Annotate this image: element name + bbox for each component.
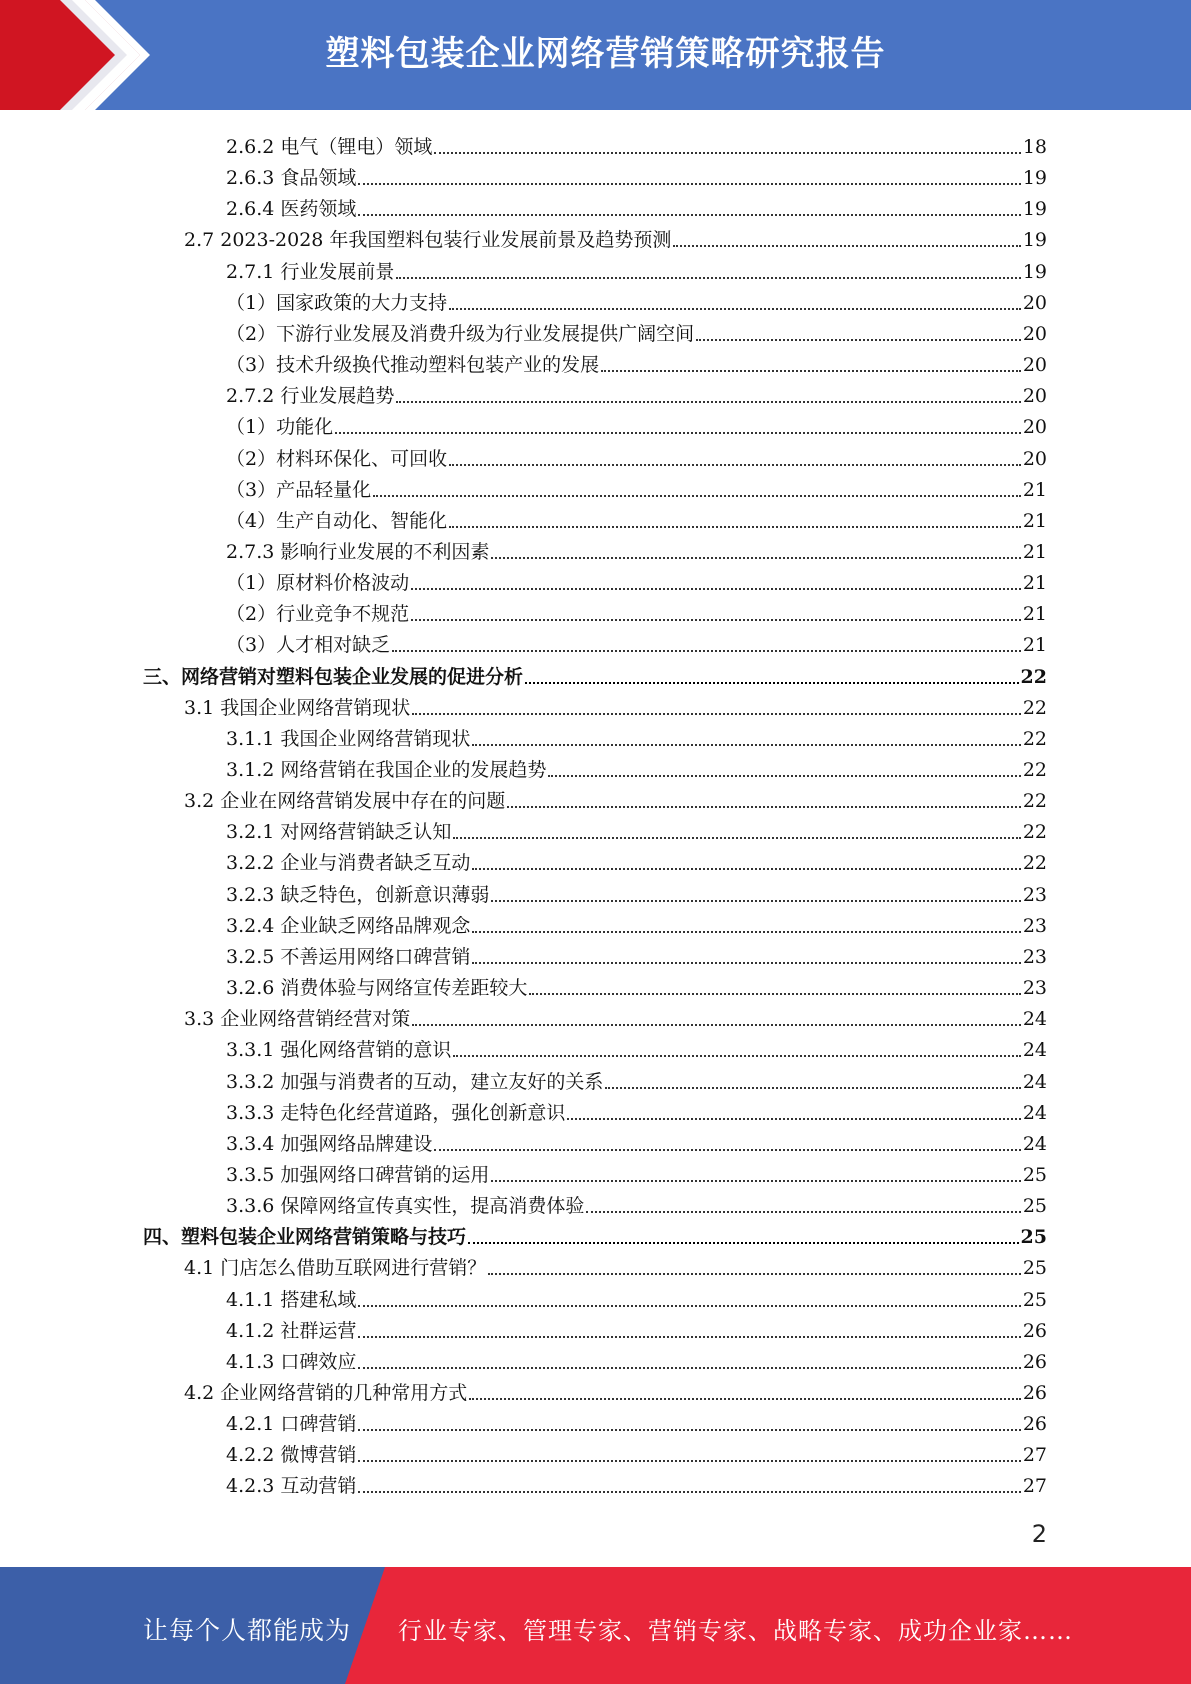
toc-entry[interactable]	[226, 1435, 1047, 1466]
toc-dot-leader	[472, 868, 1020, 870]
toc-entry-page: 25	[1022, 1163, 1047, 1186]
toc-dot-leader	[373, 495, 1021, 497]
toc-dot-leader	[525, 682, 1019, 684]
toc-entry-title: 4.2.3 互动营销	[226, 1475, 357, 1498]
toc-entry-title: （1）功能化	[226, 416, 334, 439]
toc-dot-leader	[449, 464, 1021, 466]
toc-entry-page: 24	[1022, 1008, 1047, 1031]
toc-entry-page: 20	[1022, 385, 1047, 408]
toc-entry[interactable]	[226, 376, 1047, 407]
toc-dot-leader	[529, 993, 1020, 995]
toc-entry[interactable]	[226, 875, 1047, 906]
toc-entry-title: （3）产品轻量化	[226, 478, 372, 501]
toc-dot-leader	[449, 308, 1021, 310]
toc-entry-title: （1）国家政策的大力支持	[226, 291, 448, 314]
toc-entry-page: 20	[1022, 416, 1047, 439]
toc-entry-title: 2.6.4 医药领域	[226, 198, 357, 221]
toc-entry[interactable]	[226, 812, 1047, 843]
page-footer	[0, 1567, 1191, 1684]
toc-entry-page: 21	[1022, 478, 1047, 501]
toc-entry-page: 23	[1022, 883, 1047, 906]
toc-dot-leader	[453, 837, 1020, 839]
toc-entry-page: 26	[1022, 1413, 1047, 1436]
toc-dot-leader	[396, 277, 1020, 279]
toc-entry-page: 21	[1022, 634, 1047, 657]
toc-dot-leader	[472, 744, 1020, 746]
toc-entry-page: 25	[1022, 1288, 1047, 1311]
toc-entry-title: （1）原材料价格波动	[226, 572, 410, 595]
toc-entry[interactable]	[226, 345, 1047, 376]
toc-entry[interactable]	[226, 1093, 1047, 1124]
toc-entry-page: 26	[1022, 1319, 1047, 1342]
toc-dot-leader	[411, 619, 1021, 621]
toc-entry-title: 三、网络营销对塑料包装企业发展的促进分析	[143, 665, 524, 688]
toc-entry-page: 24	[1022, 1101, 1047, 1124]
toc-dot-leader	[491, 1180, 1020, 1182]
toc-entry-page: 22	[1022, 759, 1047, 781]
toc-entry-page: 25	[1022, 1257, 1047, 1280]
toc-entry-title: 3.1.2 网络营销在我国企业的发展趋势	[226, 759, 547, 781]
toc-entry-title: 3.3 企业网络营销经营对策	[184, 1008, 411, 1031]
toc-entry-title: 3.3.1 强化网络营销的意识	[226, 1039, 452, 1062]
toc-dot-leader	[567, 1118, 1020, 1120]
toc-dot-leader	[392, 650, 1021, 652]
toc-entry[interactable]	[226, 158, 1047, 189]
toc-dot-leader	[491, 900, 1020, 902]
toc-entry-title: 2.7.2 行业发展趋势	[226, 385, 395, 408]
toc-entry[interactable]	[184, 1373, 1047, 1404]
toc-dot-leader	[358, 183, 1020, 185]
toc-entry[interactable]	[226, 937, 1047, 968]
toc-entry-title: 3.3.5 加强网络口碑营销的运用	[226, 1163, 490, 1186]
toc-entry-page: 23	[1022, 945, 1047, 968]
toc-entry[interactable]	[226, 1030, 1047, 1061]
toc-entry[interactable]	[226, 1280, 1047, 1311]
footer-slogan-right: 行业专家、管理专家、营销专家、战略专家、成功企业家……	[398, 1617, 1073, 1645]
toc-dot-leader	[586, 1211, 1020, 1213]
toc-dot-leader	[411, 588, 1021, 590]
toc-entry-page: 24	[1022, 1039, 1047, 1062]
toc-entry-page: 22	[1020, 665, 1047, 688]
toc-dot-leader	[488, 1273, 1021, 1275]
toc-entry-page: 21	[1022, 540, 1047, 563]
toc-entry-title: 3.2.1 对网络营销缺乏认知	[226, 821, 452, 844]
toc-entry-page: 21	[1022, 603, 1047, 626]
toc-dot-leader	[548, 775, 1020, 777]
toc-entry-title: 4.1.3 口碑效应	[226, 1350, 357, 1373]
toc-entry[interactable]	[226, 1311, 1047, 1342]
toc-entry-title: （2）下游行业发展及消费升级为行业发展提供广阔空间	[226, 322, 695, 345]
toc-entry[interactable]	[226, 968, 1047, 999]
page-number: 2	[1031, 1520, 1047, 1548]
toc-entry[interactable]	[226, 314, 1047, 345]
toc-dot-leader	[449, 526, 1021, 528]
toc-entry[interactable]	[226, 1466, 1047, 1497]
toc-entry-page: 20	[1022, 291, 1047, 314]
toc-dot-leader	[434, 152, 1020, 154]
toc-entry-title: 2.6.3 食品领域	[226, 167, 357, 190]
toc-entry[interactable]	[226, 750, 1047, 781]
toc-entry-page: 23	[1022, 977, 1047, 1000]
toc-entry[interactable]	[143, 657, 1047, 688]
toc-entry[interactable]	[226, 594, 1047, 625]
toc-entry-page: 22	[1022, 696, 1047, 719]
toc-entry-title: 3.3.6 保障网络宣传真实性，提高消费体验	[226, 1195, 585, 1218]
toc-dot-leader	[358, 1429, 1020, 1431]
toc-entry[interactable]	[226, 1124, 1047, 1155]
toc-entry[interactable]	[184, 688, 1047, 719]
toc-entry-title: 3.2 企业在网络营销发展中存在的问题	[184, 790, 506, 813]
toc-entry-page: 19	[1022, 229, 1047, 252]
toc-entry[interactable]	[143, 1217, 1047, 1248]
toc-entry-title: 2.7 2023-2028 年我国塑料包装行业发展前景及趋势预测	[184, 229, 672, 252]
toc-entry[interactable]	[226, 1062, 1047, 1093]
toc-entry-title: 四、塑料包装企业网络营销策略与技巧	[143, 1226, 467, 1249]
toc-entry[interactable]	[226, 501, 1047, 532]
toc-dot-leader	[696, 339, 1021, 341]
toc-entry-title: 4.2.2 微博营销	[226, 1444, 357, 1467]
toc-entry-title: 3.2.6 消费体验与网络宣传差距较大	[226, 977, 528, 1000]
toc-dot-leader	[396, 401, 1020, 403]
toc-entry-title: 3.3.3 走特色化经营道路，强化创新意识	[226, 1101, 566, 1124]
toc-entry[interactable]	[226, 283, 1047, 314]
toc-dot-leader	[358, 1305, 1020, 1307]
toc-entry-page: 27	[1022, 1444, 1047, 1467]
toc-entry-page: 21	[1022, 572, 1047, 595]
toc-entry-page: 19	[1022, 198, 1047, 221]
toc-entry-title: 2.6.2 电气（锂电）领域	[226, 136, 433, 158]
toc-dot-leader	[605, 1087, 1020, 1089]
toc-dot-leader	[507, 806, 1021, 808]
toc-dot-leader	[673, 245, 1020, 247]
toc-dot-leader	[491, 557, 1020, 559]
toc-dot-leader	[453, 1055, 1020, 1057]
toc-dot-leader	[472, 962, 1020, 964]
toc-entry[interactable]	[226, 843, 1047, 874]
toc-entry-page: 20	[1022, 447, 1047, 470]
toc-dot-leader	[412, 713, 1021, 715]
toc-entry-title: 3.3.2 加强与消费者的互动，建立友好的关系	[226, 1070, 604, 1093]
toc-entry[interactable]	[226, 252, 1047, 283]
toc-dot-leader	[358, 1336, 1020, 1338]
toc-entry[interactable]	[226, 1342, 1047, 1373]
toc-entry-title: 4.1 门店怎么借助互联网进行营销？	[184, 1257, 487, 1280]
toc-entry[interactable]	[226, 1404, 1047, 1435]
toc-entry[interactable]	[226, 439, 1047, 470]
toc-entry-page: 18	[1022, 136, 1047, 158]
toc-entry-title: （4）生产自动化、智能化	[226, 509, 448, 532]
toc-entry[interactable]	[226, 1186, 1047, 1217]
toc-dot-leader	[335, 432, 1021, 434]
toc-entry[interactable]	[184, 999, 1047, 1030]
toc-entry-title: 4.2.1 口碑营销	[226, 1413, 357, 1436]
toc-entry-title: 3.2.5 不善运用网络口碑营销	[226, 945, 471, 968]
toc-entry-page: 20	[1022, 322, 1047, 345]
toc-entry-page: 25	[1022, 1195, 1047, 1218]
toc-dot-leader	[358, 1460, 1020, 1462]
toc-entry-page: 20	[1022, 354, 1047, 377]
toc-entry-title: 2.7.3 影响行业发展的不利因素	[226, 540, 490, 563]
toc-dot-leader	[434, 1149, 1020, 1151]
toc-entry[interactable]	[184, 1248, 1047, 1279]
toc-dot-leader	[412, 1024, 1021, 1026]
toc-entry-page: 22	[1022, 790, 1047, 813]
toc-entry[interactable]	[226, 906, 1047, 937]
toc-entry-page: 24	[1022, 1070, 1047, 1093]
toc-dot-leader	[469, 1398, 1021, 1400]
toc-entry-title: 4.2 企业网络营销的几种常用方式	[184, 1382, 468, 1404]
toc-entry-page: 25	[1020, 1226, 1047, 1249]
footer-slogan-left: 让每个人都能成为	[143, 1616, 352, 1645]
toc-entry-page: 23	[1022, 914, 1047, 937]
toc-entry-page: 22	[1022, 727, 1047, 750]
toc-entry-title: 3.2.4 企业缺乏网络品牌观念	[226, 914, 471, 937]
toc-entry[interactable]	[226, 719, 1047, 750]
toc-entry-title: （2）材料环保化、可回收	[226, 447, 448, 470]
toc-dot-leader	[358, 214, 1020, 216]
toc-entry-page: 19	[1022, 167, 1047, 190]
toc-entry-page: 21	[1022, 509, 1047, 532]
toc-entry-title: 3.3.4 加强网络品牌建设	[226, 1132, 433, 1155]
toc-entry-title: 3.1 我国企业网络营销现状	[184, 696, 411, 719]
toc-entry-page: 24	[1022, 1132, 1047, 1155]
toc-dot-leader	[472, 931, 1020, 933]
toc-entry-title: 3.1.1 我国企业网络营销现状	[226, 727, 471, 750]
toc-entry[interactable]	[184, 781, 1047, 812]
toc-entry-page: 22	[1022, 852, 1047, 875]
toc-entry-title: （3）技术升级换代推动塑料包装产业的发展	[226, 354, 600, 377]
toc-entry-title: （2）行业竞争不规范	[226, 603, 410, 626]
toc-entry[interactable]	[226, 532, 1047, 563]
toc-entry[interactable]	[226, 407, 1047, 438]
toc-entry-title: 2.7.1 行业发展前景	[226, 260, 395, 283]
toc-entry-page: 26	[1022, 1382, 1047, 1404]
toc-entry-page: 26	[1022, 1350, 1047, 1373]
toc-dot-leader	[358, 1367, 1020, 1369]
toc-entry[interactable]	[226, 189, 1047, 220]
toc-entry-title: 3.2.2 企业与消费者缺乏互动	[226, 852, 471, 875]
toc-dot-leader	[358, 1491, 1020, 1493]
document-title: 塑料包装企业网络营销策略研究报告	[325, 34, 886, 74]
toc-entry[interactable]	[184, 220, 1047, 251]
toc-entry[interactable]	[226, 127, 1047, 158]
toc-dot-leader	[601, 370, 1021, 372]
toc-dot-leader	[468, 1242, 1019, 1244]
page-header	[0, 0, 1191, 110]
toc-entry-title: （3）人才相对缺乏	[226, 634, 391, 657]
toc-entry-page: 27	[1022, 1475, 1047, 1498]
toc-entry-title: 4.1.2 社群运营	[226, 1319, 357, 1342]
toc-entry-title: 3.2.3 缺乏特色，创新意识薄弱	[226, 883, 490, 906]
toc-entry-page: 22	[1022, 821, 1047, 844]
toc-entry-page: 19	[1022, 260, 1047, 283]
toc-entry-title: 4.1.1 搭建私域	[226, 1288, 357, 1311]
toc-entry[interactable]	[226, 563, 1047, 594]
toc-entry[interactable]	[226, 625, 1047, 656]
toc-entry[interactable]	[226, 1155, 1047, 1186]
toc-entry[interactable]	[226, 470, 1047, 501]
